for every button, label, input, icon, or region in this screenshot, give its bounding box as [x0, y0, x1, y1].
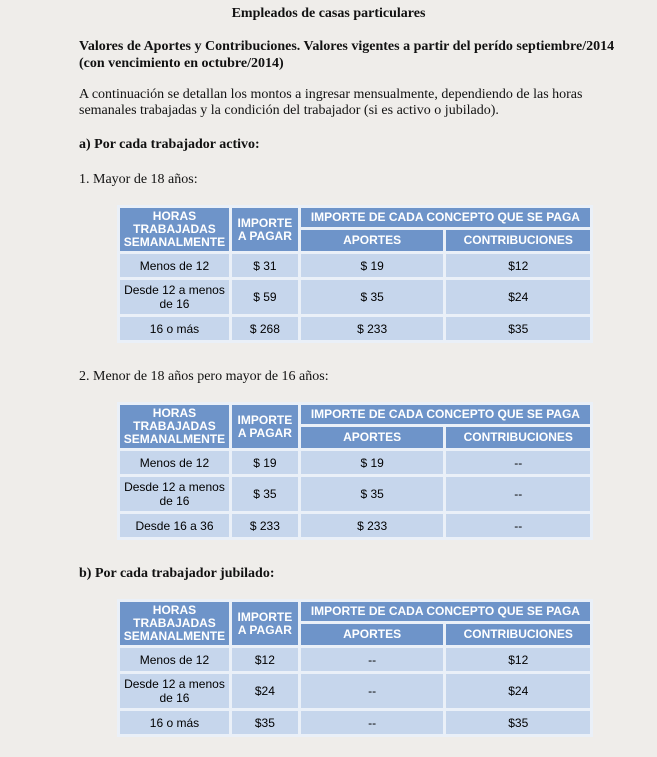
- table-row: [120, 674, 590, 708]
- header-aportes: APORTES: [301, 427, 444, 448]
- table-row: [120, 648, 590, 671]
- cell-aportes: --: [301, 674, 444, 708]
- cell-horas: Desde 12 a menos de 16: [120, 674, 229, 708]
- cell-contribuciones: $35: [446, 711, 590, 734]
- cell-contribuciones: --: [446, 451, 590, 474]
- table-row: [120, 711, 590, 734]
- cell-contribuciones: $12: [446, 648, 590, 671]
- header-aportes: APORTES: [301, 624, 444, 645]
- cell-contribuciones: $24: [446, 280, 590, 314]
- cell-aportes: $ 35: [301, 280, 444, 314]
- cell-contribuciones: --: [446, 477, 590, 511]
- table-row: [120, 451, 590, 474]
- cell-importe: $12: [232, 648, 298, 671]
- cell-aportes: --: [301, 648, 444, 671]
- header-contribuciones: CONTRIBUCIONES: [446, 427, 590, 448]
- cell-contribuciones: $35: [446, 317, 590, 340]
- table-active-16-to-18: [117, 402, 593, 540]
- cell-importe: $35: [232, 711, 298, 734]
- cell-importe: $ 19: [232, 451, 298, 474]
- table-active-over-18: [117, 205, 593, 343]
- cell-importe: $ 233: [232, 514, 298, 537]
- table-row: [120, 317, 590, 340]
- cell-aportes: --: [301, 711, 444, 734]
- header-importe: IMPORTE A PAGAR: [232, 405, 298, 448]
- cell-importe: $24: [232, 674, 298, 708]
- cell-importe: $ 31: [232, 254, 298, 277]
- header-concepto: IMPORTE DE CADA CONCEPTO QUE SE PAGA: [301, 602, 590, 621]
- header-horas: HORAS TRABAJADAS SEMANALMENTE: [120, 208, 229, 251]
- cell-horas: 16 o más: [120, 317, 229, 340]
- header-contribuciones: CONTRIBUCIONES: [446, 230, 590, 251]
- header-horas: HORAS TRABAJADAS SEMANALMENTE: [120, 405, 229, 448]
- table-row: [120, 280, 590, 314]
- cell-aportes: $ 19: [301, 254, 444, 277]
- cell-aportes: $ 233: [301, 514, 444, 537]
- cell-contribuciones: $24: [446, 674, 590, 708]
- table-row: [120, 514, 590, 537]
- header-contribuciones: CONTRIBUCIONES: [446, 624, 590, 645]
- table-row: [120, 254, 590, 277]
- table-row: [120, 477, 590, 511]
- header-aportes: APORTES: [301, 230, 444, 251]
- header-concepto: IMPORTE DE CADA CONCEPTO QUE SE PAGA: [301, 208, 590, 227]
- header-horas: HORAS TRABAJADAS SEMANALMENTE: [120, 602, 229, 645]
- table-retired: [117, 599, 593, 737]
- cell-horas: Menos de 12: [120, 254, 229, 277]
- header-importe: IMPORTE A PAGAR: [232, 208, 298, 251]
- cell-horas: Desde 12 a menos de 16: [120, 477, 229, 511]
- cell-aportes: $ 233: [301, 317, 444, 340]
- cell-horas: Menos de 12: [120, 648, 229, 671]
- subsection-over-18: 1. Mayor de 18 años:: [79, 172, 198, 187]
- header-importe: IMPORTE A PAGAR: [232, 602, 298, 645]
- page-title: Empleados de casas particulares: [231, 6, 426, 21]
- cell-aportes: $ 35: [301, 477, 444, 511]
- cell-importe: $ 35: [232, 477, 298, 511]
- cell-contribuciones: $12: [446, 254, 590, 277]
- cell-horas: Desde 12 a menos de 16: [120, 280, 229, 314]
- cell-horas: 16 o más: [120, 711, 229, 734]
- subsection-16-to-18: 2. Menor de 18 años pero mayor de 16 años:: [79, 369, 329, 384]
- intro-paragraph: A continuación se detallan los montos a ingresar mensualmente, dependiendo de las horas semanales trabajadas y la condición del trabajador (si es activo o jubilado).: [79, 87, 583, 118]
- cell-aportes: $ 19: [301, 451, 444, 474]
- cell-horas: Desde 16 a 36: [120, 514, 229, 537]
- header-concepto: IMPORTE DE CADA CONCEPTO QUE SE PAGA: [301, 405, 590, 424]
- section-retired-heading: b) Por cada trabajador jubilado:: [79, 566, 275, 581]
- cell-contribuciones: --: [446, 514, 590, 537]
- section-active-heading: a) Por cada trabajador activo:: [79, 137, 260, 152]
- cell-importe: $ 59: [232, 280, 298, 314]
- subtitle: Valores de Aportes y Contribuciones. Valores vigentes a partir del perído septiembre/2014 (con vencimiento en octubre/2014): [79, 39, 615, 71]
- cell-importe: $ 268: [232, 317, 298, 340]
- cell-horas: Menos de 12: [120, 451, 229, 474]
